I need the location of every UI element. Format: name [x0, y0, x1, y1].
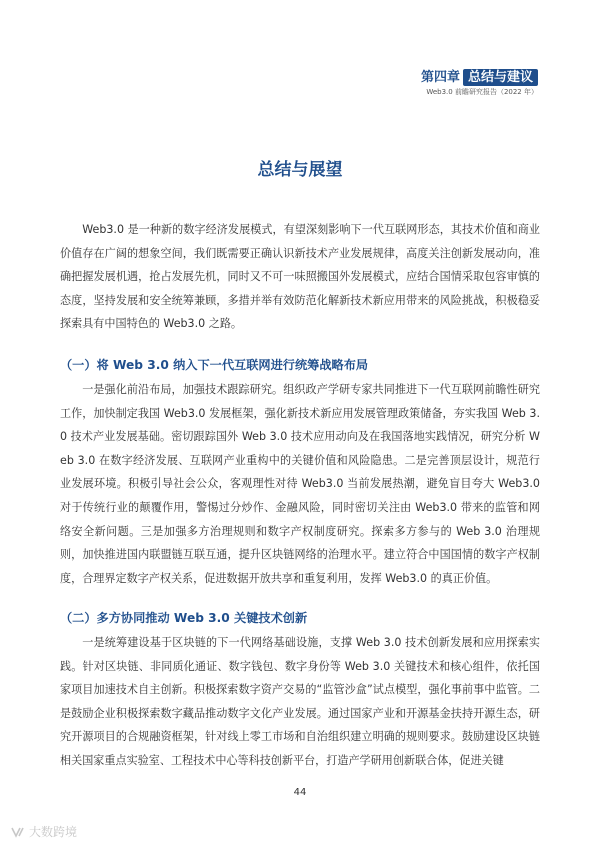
page-title: 总结与展望 [257, 160, 343, 180]
intro-block [60, 218, 540, 336]
running-header [421, 66, 538, 97]
watermark-text: 大数跨境 [29, 825, 78, 839]
page-number: 44 [293, 787, 307, 798]
section-heading: （一）将 Web 3.0 纳入下一代互联网进行统筹战略布局 [60, 358, 369, 372]
section-1 [60, 356, 540, 373]
section-2 [60, 609, 540, 626]
chapter-number: 第四章 [420, 70, 460, 85]
section-paragraph: 一是统筹建设基于区块链的下一代网络基础设施，支撑 Web 3.0 技术创新发展和应用探索实践。针对区块链、非同质化通证、数字钱包、数字身份等 Web 3.0 关键技术和核心组件，依托国家项目加速技术自主创新。积极探索数字资产交易的“监管沙盒”试点模型，强化事前事中监管。二是鼓励企业积极探索数字藏品推动数字文化产业发展。通过国家产业和开源基金扶持开源生态，研究开源项目的合规融资框架，针对线上零工市场和自治组织建立明确的规则要求。鼓励建设区块链相关国家重点实验室、工程技术中心等科技创新平台，打造产学研用创新联合体，促进关键 [60, 636, 540, 767]
section-paragraph: 一是强化前沿布局，加强技术跟踪研究。组织政产学研专家共同推进下一代互联网前瞻性研究工作，加快制定我国 Web3.0 发展框架，强化新技术新应用发展管理政策储备，夯实我国 Web 3.0 技术产业发展基础。密切跟踪国外 Web 3.0 技术应用动向及在我国落地实践情况，研究分析 Web 3.0 在数字经济发展、互联网产业重构中的关键价值和风险隐患。二是完善顶层设计，规范行业发展环境。积极引导社会公众，客观理性对待 Web3.0 当前发展热潮，避免盲目夸大 Web3.0 对于传统行业的颠覆作用，警惕过分炒作、金融风险，同时密切关注由 Web3.0 带来的监管和网络安全新问题。三是加强多方治理规则和数字产权制度研究。探索多方参与的 Web 3.0 治理规则，加快推进国内联盟链互联互通，提升区块链网络的治理水平。建立符合中国国情的数字产权制度，合理界定数字产权关系，促进数据开放共享和重复利用，发挥 Web3.0 的真正价值。 [60, 383, 540, 585]
watermark [10, 823, 77, 840]
section-1-body [60, 378, 540, 590]
chapter-heading [421, 66, 538, 85]
intro-paragraph: Web3.0 是一种新的数字经济发展模式，有望深刻影响下一代互联网形态，其技术价值和商业价值存在广阔的想象空间，我们既需要正确认识新技术产业发展规律，高度关注创新发展动向，准确把握发展机遇，抢占发展先机，同时又不可一味照搬国外发展模式，应结合国情采取包容审慎的态度，坚持发展和安全统筹兼顾，多措并举有效防范化解新技术新应用带来的风险挑战，积极稳妥探索具有中国特色的 Web3.0 之路。 [60, 223, 540, 331]
report-subtitle: Web3.0 前瞻研究报告（2022 年） [426, 88, 538, 96]
watermark-logo-icon [10, 826, 26, 838]
section-heading: （二）多方协同推动 Web 3.0 关键技术创新 [60, 611, 308, 625]
chapter-title: 总结与建议 [463, 69, 538, 86]
section-2-body [60, 631, 540, 773]
